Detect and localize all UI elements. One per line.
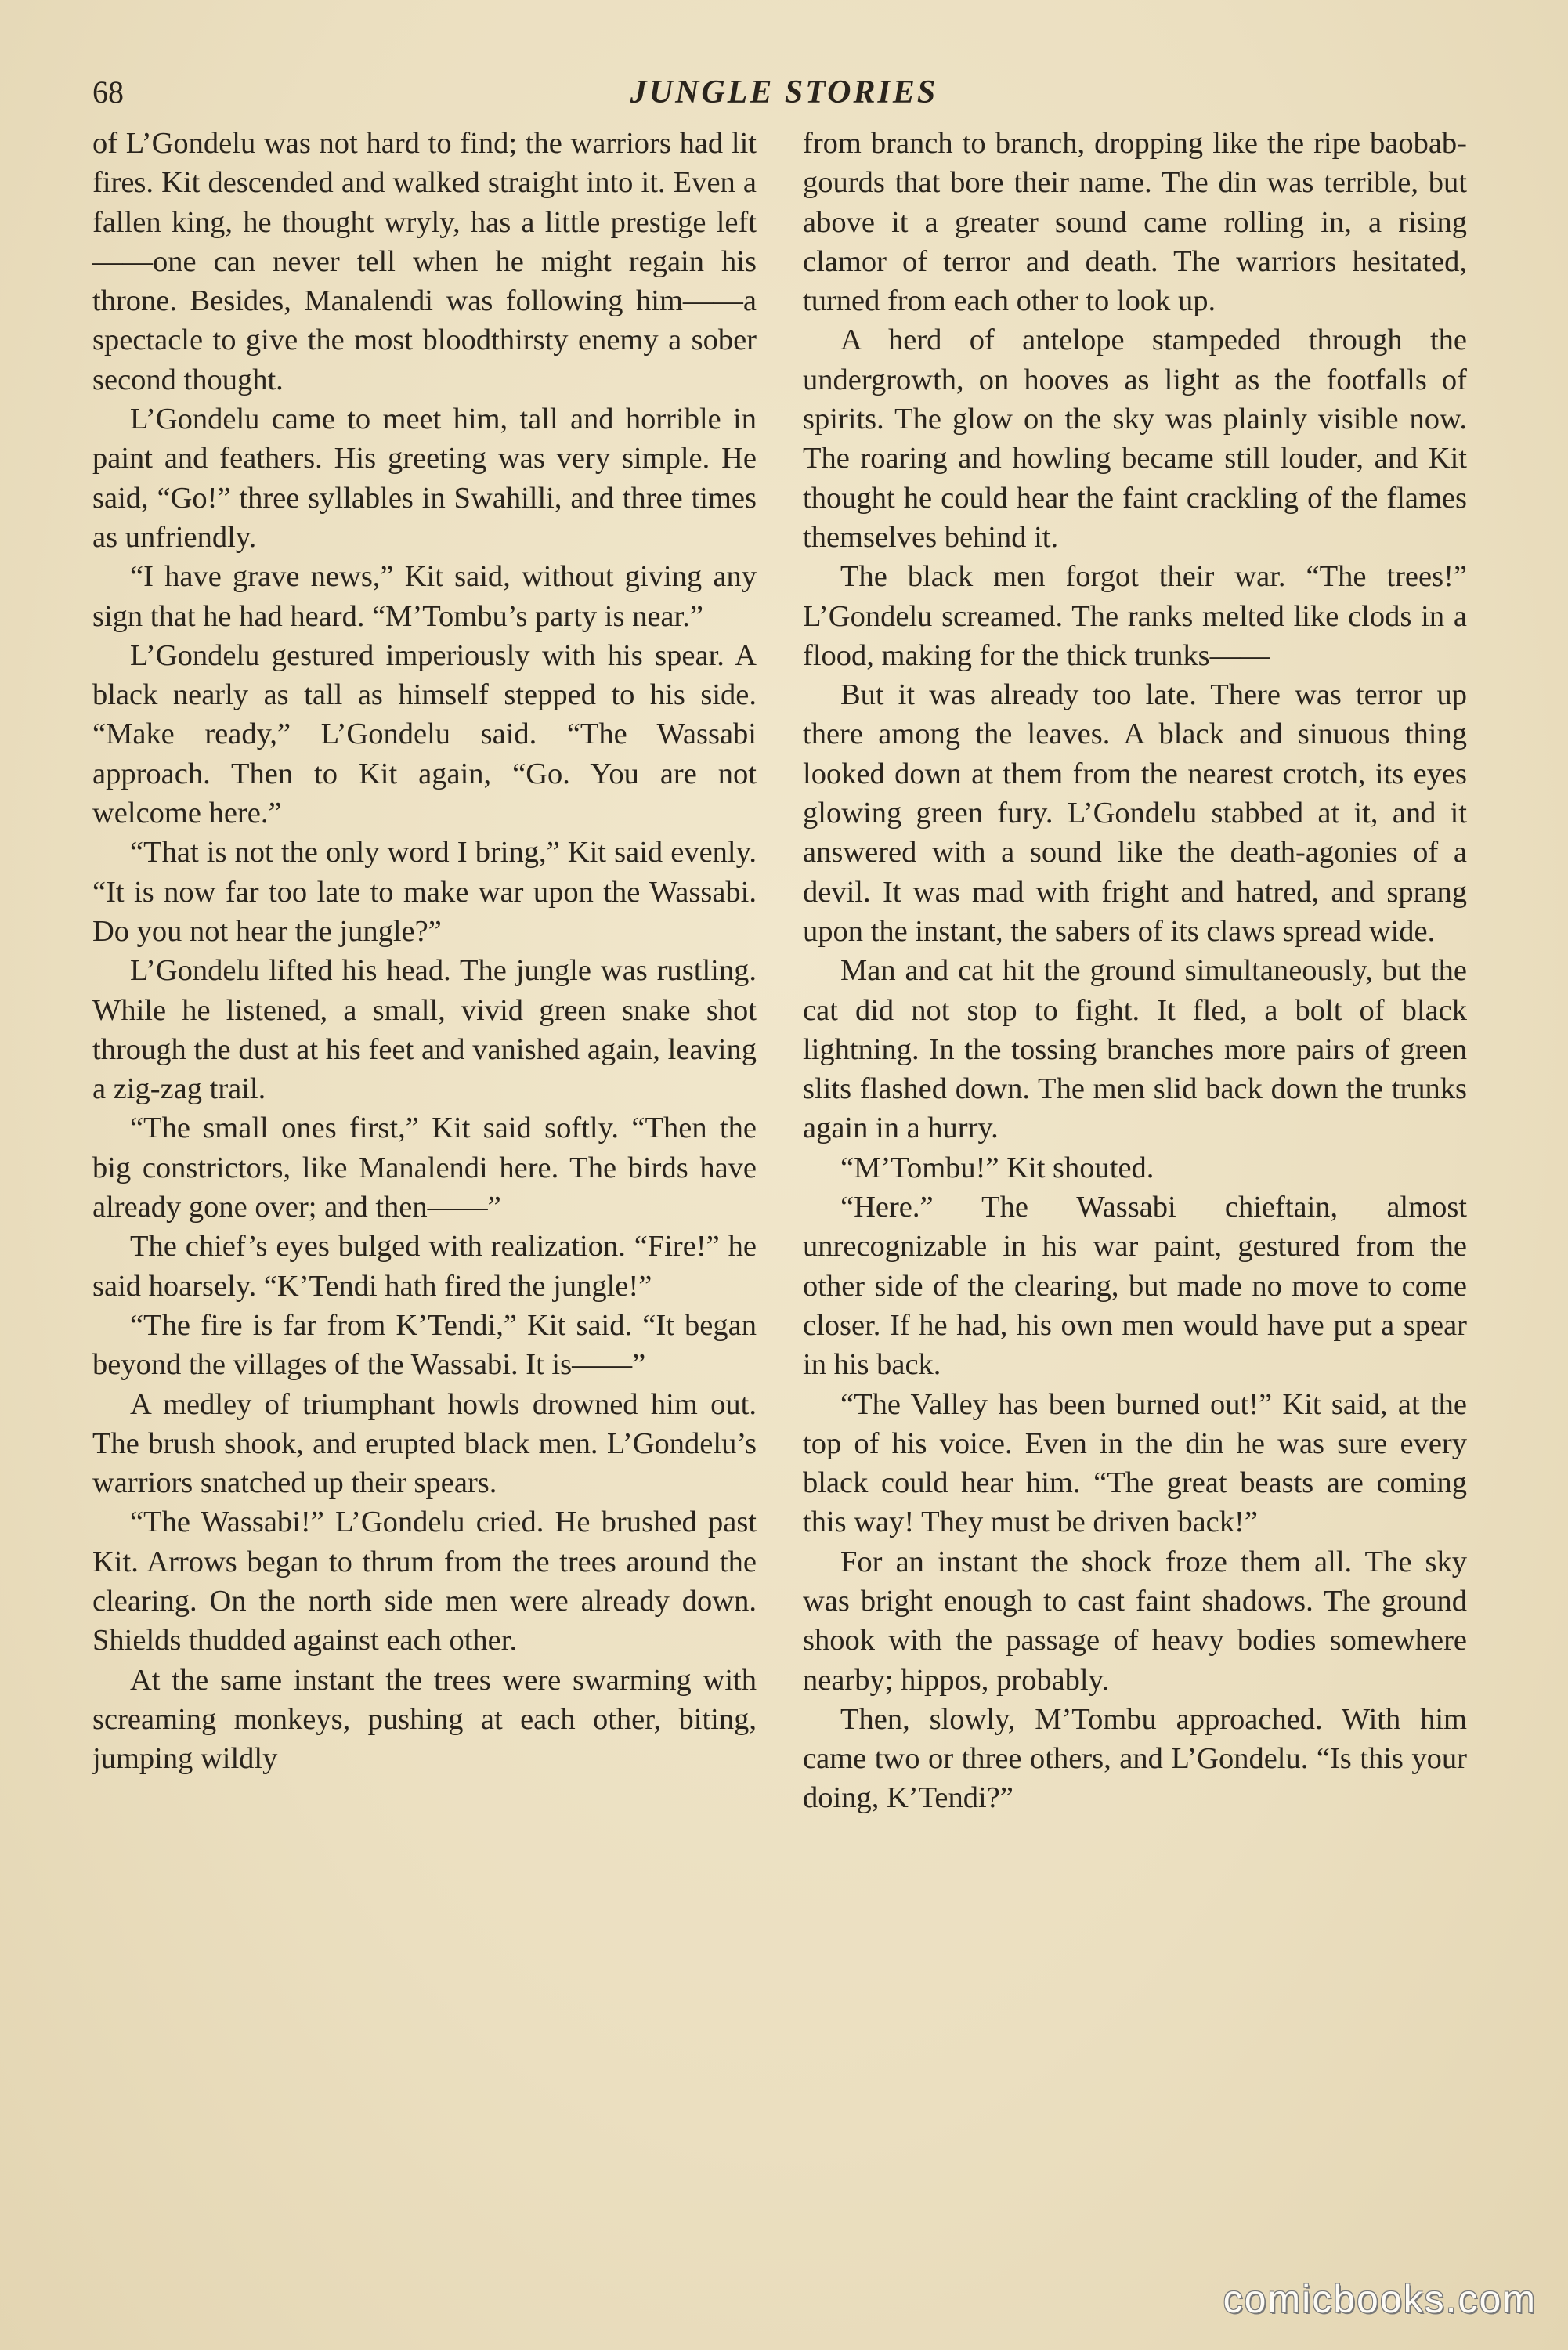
paragraph: “That is not the only word I bring,” Kit said evenly. “It is now far too late to make war upon the Wassabi. Do you not hear the jungle?” — [92, 836, 757, 948]
paragraph: “The small ones first,” Kit said softly. “Then the big constrictors, like Manalendi here. The birds have already gone over; and then——” — [92, 1112, 757, 1224]
paragraph: A herd of antelope stampeded through the undergrowth, on hooves as light as the footfalls of spirits. The glow on the sky was plainly visible now. The roaring and howling became still louder, and Kit thought he could hear the faint crackling of the flames themselves behind it. — [803, 324, 1467, 554]
paragraph: Man and cat hit the ground simultaneously, but the cat did not stop to fight. It fled, a bolt of black lightning. In the tossing branches more pairs of green slits flashed down. The men slid back down the trunks again in a hurry. — [803, 954, 1467, 1145]
paragraph: The black men forgot their war. “The trees!” L’Gondelu screamed. The ranks melted like clods in a flood, making for the thick trunks—— — [803, 560, 1467, 672]
paragraph: “The fire is far from K’Tendi,” Kit said. “It began beyond the villages of the Wassabi. It is——” — [92, 1308, 757, 1382]
paragraph: of L’Gondelu was not hard to find; the warriors had lit fires. Kit descended and walked straight into it. Even a fallen king, he thought wryly, has a little prestige left ——one can never tell when he might regain his throne. Besides, Manalendi was following him——a spectacle to give the most bloodthirsty enemy a sober second thought. — [92, 127, 757, 396]
paragraph: “I have grave news,” Kit said, without giving any sign that he had heard. “M’Tombu’s party is near.” — [92, 560, 757, 633]
paragraph: But it was already too late. There was terror up there among the leaves. A black and sinuous thing looked down at them from the nearest crotch, its eyes glowing green fury. L’Gondelu stabbed at it, and it answered with a sound like the death-agonies of a devil. It was mad with fright and hatred, and sprang upon the instant, the sabers of its claws spread wide. — [803, 678, 1467, 948]
text-columns — [92, 124, 1467, 2270]
page-header — [92, 69, 1476, 116]
right-column — [803, 124, 1467, 2270]
paragraph: For an instant the shock froze them all. The sky was bright enough to cast faint shadows. The ground shook with the passage of heavy bodies somewhere nearby; hippos, probably. — [803, 1545, 1467, 1697]
paragraph: “Here.” The Wassabi chieftain, almost unrecognizable in his war paint, gestured from the other side of the clearing, but made no move to come closer. If he had, his own men would have put a spear in his back. — [803, 1191, 1467, 1382]
paragraph: The chief’s eyes bulged with realization. “Fire!” he said hoarsely. “K’Tendi hath fired the jungle!” — [92, 1230, 757, 1303]
paragraph: “M’Tombu!” Kit shouted. — [840, 1151, 1154, 1184]
paragraph: Then, slowly, M’Tombu approached. With him came two or three others, and L’Gondelu. “Is this your doing, K’Tendi?” — [803, 1702, 1467, 1815]
running-title: JUNGLE STORIES — [630, 74, 938, 110]
paragraph: “The Valley has been burned out!” Kit said, at the top of his voice. Even in the din he was sure every black could hear him. “The great beasts are coming this way! They must be driven back!” — [803, 1387, 1467, 1539]
paragraph: L’Gondelu gestured imperiously with his spear. A black nearly as tall as himself stepped to his side. “Make ready,” L’Gondelu said. “The Wassabi approach. Then to Kit again, “Go. You are not welcome here.” — [92, 638, 757, 830]
paragraph: “The Wassabi!” L’Gondelu cried. He brushed past Kit. Arrows began to thrum from the trees around the clearing. On the north side men were already down. Shields thudded against each other. — [92, 1506, 757, 1658]
paragraph: L’Gondelu lifted his head. The jungle was rustling. While he listened, a small, vivid green snake shot through the dust at his feet and vanished again, leaving a zig-zag trail. — [92, 954, 757, 1106]
left-column — [92, 124, 757, 2270]
paragraph: At the same instant the trees were swarming with screaming monkeys, pushing at each other, biting, jumping wildly — [92, 1663, 757, 1776]
paragraph: from branch to branch, dropping like the ripe baobab-gourds that bore their name. The din was terrible, but above it a greater sound came rolling in, a rising clamor of terror and death. The warriors hesitated, turned from each other to look up. — [803, 127, 1467, 318]
page-number: 68 — [92, 74, 124, 110]
paragraph: L’Gondelu came to meet him, tall and horrible in paint and feathers. His greeting was very simple. He said, “Go!” three syllables in Swahilli, and three times as unfriendly. — [92, 403, 757, 554]
watermark: comicbooks.com — [1223, 2277, 1537, 2321]
paragraph: A medley of triumphant howls drowned him out. The brush shook, and erupted black men. L’Gondelu’s warriors snatched up their spears. — [92, 1387, 757, 1500]
